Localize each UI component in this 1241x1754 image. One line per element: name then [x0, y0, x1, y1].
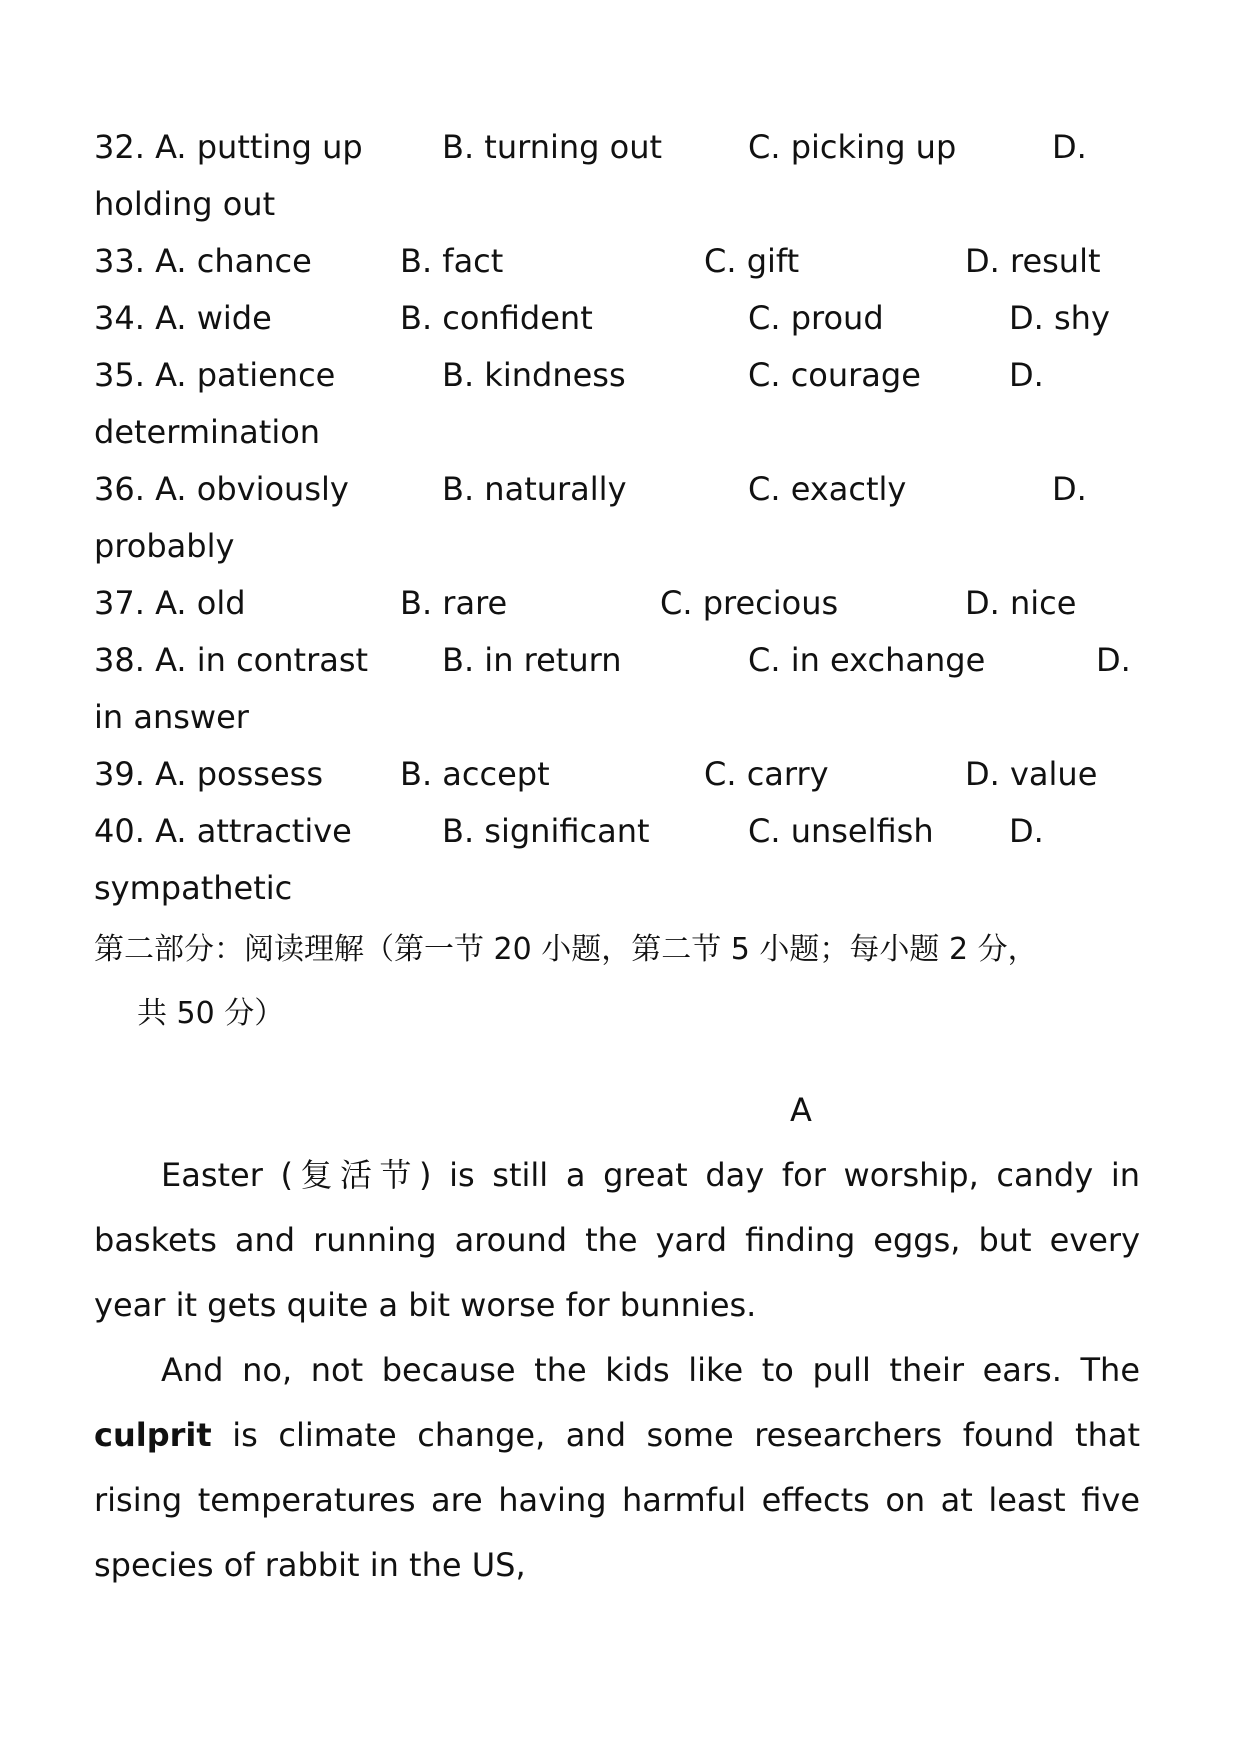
option-b: B. significant — [442, 812, 650, 850]
option-c: C. proud — [748, 299, 884, 337]
option-d: D. — [1052, 128, 1087, 166]
option-b: B. turning out — [442, 128, 663, 166]
option-d-wrap: in answer — [94, 698, 249, 736]
option-a: 34. A. wide — [94, 299, 272, 337]
option-d: D. — [1096, 641, 1131, 679]
option-b: B. kindness — [442, 356, 626, 394]
option-a: 37. A. old — [94, 584, 246, 622]
section-title-line1: 第二部分：阅读理解（第一节 20 小题，第二节 5 小题；每小题 2 分， — [94, 932, 1038, 967]
section-title — [94, 918, 1154, 1046]
option-a: 39. A. possess — [94, 755, 323, 793]
option-a: 33. A. chance — [94, 242, 312, 280]
option-a: 36. A. obviously — [94, 470, 349, 508]
option-d: D. nice — [965, 584, 1077, 622]
option-d: D. result — [965, 242, 1101, 280]
bold-word: culprit — [94, 1416, 212, 1454]
option-b: B. confident — [400, 299, 593, 337]
option-b: B. in return — [442, 641, 622, 679]
option-c: C. precious — [660, 584, 839, 622]
option-a: 35. A. patience — [94, 356, 336, 394]
option-a: 38. A. in contrast — [94, 641, 369, 679]
paragraph-text: And no, not because the kids like to pull their ears. The — [161, 1351, 1140, 1389]
option-b: B. naturally — [442, 470, 627, 508]
passage-heading: A — [790, 1091, 812, 1129]
option-d-wrap: sympathetic — [94, 869, 293, 907]
option-c: C. picking up — [748, 128, 957, 166]
option-d: D. — [1052, 470, 1087, 508]
option-a: 32. A. putting up — [94, 128, 363, 166]
passage-paragraph-2 — [94, 1338, 1140, 1598]
option-c: C. carry — [704, 755, 829, 793]
option-b: B. rare — [400, 584, 508, 622]
option-c: C. unselfish — [748, 812, 934, 850]
option-d-wrap: holding out — [94, 185, 276, 223]
paragraph-text: is climate change, and some researchers found that rising temperatures are having harmful effects on at least five species of rabbit in the US, — [94, 1416, 1140, 1584]
option-b: B. fact — [400, 242, 504, 280]
option-d: D. — [1009, 356, 1044, 394]
option-c: C. exactly — [748, 470, 907, 508]
section-title-line2: 共 50 分） — [137, 996, 285, 1031]
option-d: D. — [1009, 812, 1044, 850]
passage-paragraph-1: Easter (复活节) is still a great day for worship, candy in baskets and running around the yard finding eggs, but every year it gets quite a bit worse for bunnies. — [94, 1156, 1140, 1324]
option-c: C. courage — [748, 356, 921, 394]
option-d-wrap: determination — [94, 413, 321, 451]
option-d: D. shy — [1009, 299, 1110, 337]
option-c: C. in exchange — [748, 641, 986, 679]
option-b: B. accept — [400, 755, 550, 793]
option-c: C. gift — [704, 242, 800, 280]
option-a: 40. A. attractive — [94, 812, 352, 850]
option-d-wrap: probably — [94, 527, 235, 565]
option-d: D. value — [965, 755, 1098, 793]
